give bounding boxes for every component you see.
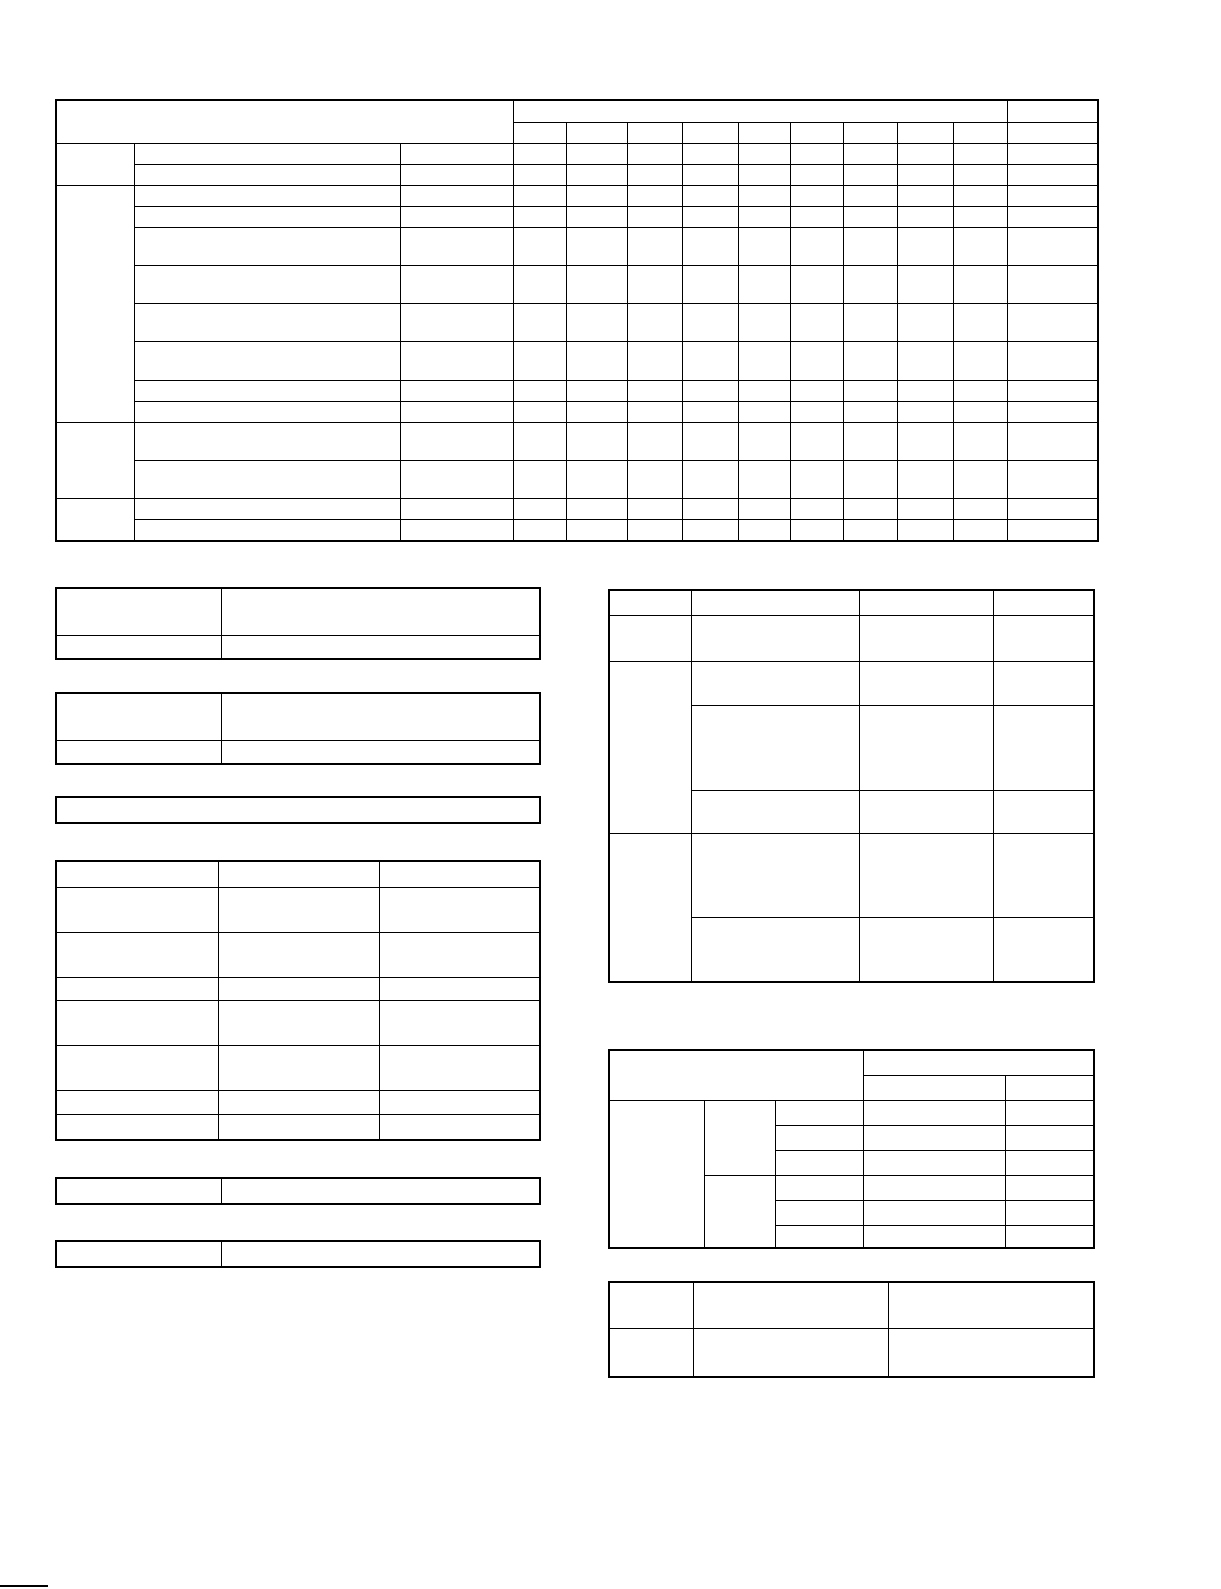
table-row	[609, 1050, 1094, 1075]
footer-rule	[0, 1585, 48, 1587]
table-row	[56, 206, 1098, 227]
header-cell	[1007, 100, 1098, 122]
right-table-2	[608, 1049, 1095, 1249]
header-cell	[1005, 1075, 1094, 1100]
table-row	[56, 887, 540, 932]
table-row	[56, 227, 1098, 265]
left-table-5	[55, 1177, 541, 1205]
header-cell	[609, 1050, 863, 1100]
group-cell	[609, 1100, 704, 1248]
left-table-2	[55, 692, 541, 765]
right-table-1	[608, 589, 1095, 983]
table-row	[609, 615, 1094, 661]
table-row	[609, 1328, 1094, 1377]
main-grid-table	[55, 99, 1099, 542]
table-row	[56, 164, 1098, 185]
table-row	[56, 402, 1098, 423]
left-table-3	[55, 796, 541, 824]
header-cell	[513, 122, 566, 143]
left-table-1	[55, 587, 541, 660]
group-cell	[56, 185, 134, 423]
header-cell	[56, 100, 513, 143]
subgroup-cell	[704, 1175, 775, 1248]
table-row	[56, 303, 1098, 341]
table-row	[56, 381, 1098, 402]
right-table-3	[608, 1281, 1095, 1378]
header-cell	[790, 122, 843, 143]
table-row	[56, 693, 540, 740]
table-row	[609, 1100, 1094, 1125]
table-row	[56, 1045, 540, 1090]
header-cell	[513, 100, 1007, 122]
left-table-4	[55, 860, 541, 1141]
table-row	[56, 499, 1098, 520]
table-row	[609, 661, 1094, 705]
header-cell	[897, 122, 953, 143]
group-cell	[609, 833, 691, 982]
group-cell	[609, 661, 691, 833]
table-row	[56, 635, 540, 659]
table-row	[56, 1178, 540, 1204]
table-row	[56, 740, 540, 764]
table-row	[56, 1000, 540, 1045]
header-cell	[566, 122, 627, 143]
table-row	[56, 797, 540, 823]
header-cell	[863, 1050, 1094, 1075]
table-row	[56, 423, 1098, 461]
left-table-6	[55, 1240, 541, 1268]
table-row	[56, 265, 1098, 303]
header-cell	[1007, 122, 1098, 143]
group-cell	[56, 423, 134, 499]
header-cell	[843, 122, 897, 143]
table-row	[56, 588, 540, 635]
subgroup-cell	[704, 1100, 775, 1175]
group-cell	[56, 499, 134, 541]
table-row	[609, 1282, 1094, 1328]
header-cell	[863, 1075, 1005, 1100]
group-cell	[56, 143, 134, 185]
header-cell	[627, 122, 682, 143]
table-row	[609, 833, 1094, 917]
table-row	[56, 1090, 540, 1114]
table-row	[56, 520, 1098, 541]
table-row	[56, 1114, 540, 1140]
header-cell	[953, 122, 1007, 143]
table-row	[56, 185, 1098, 206]
table-row	[609, 590, 1094, 615]
table-row	[56, 861, 540, 887]
header-cell	[682, 122, 738, 143]
table-row	[56, 342, 1098, 381]
table-row	[56, 932, 540, 977]
table-row	[56, 1241, 540, 1267]
table-row	[56, 461, 1098, 499]
table-row	[56, 977, 540, 1000]
header-cell	[738, 122, 790, 143]
table-row	[56, 143, 1098, 164]
